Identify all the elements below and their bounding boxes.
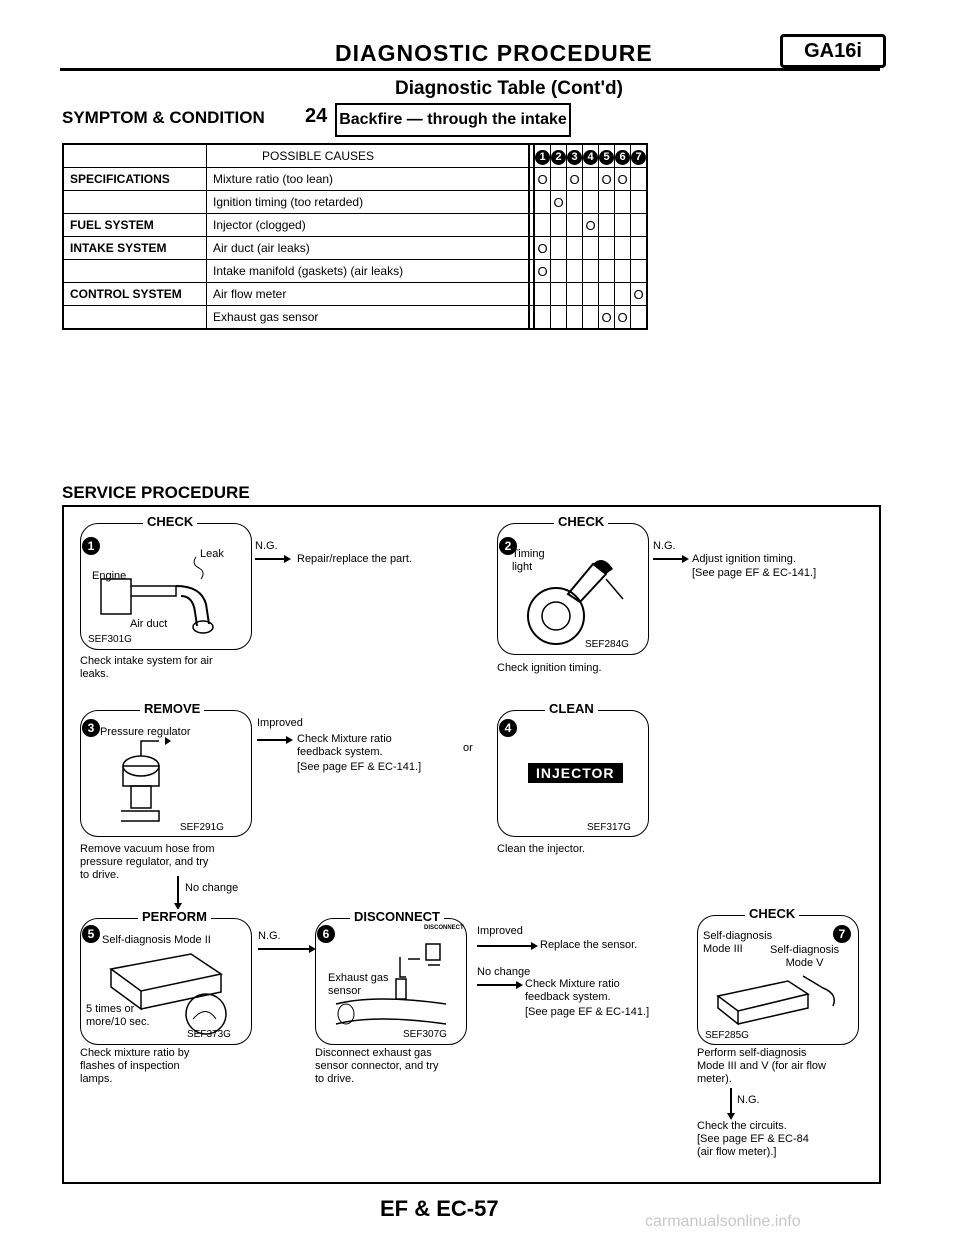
cause-mark	[567, 283, 583, 306]
watermark: carmanualsonline.info	[645, 1213, 801, 1230]
cause-mark	[567, 214, 583, 237]
cause-mark	[534, 283, 551, 306]
step5-figure-code: SEF373G	[187, 1029, 231, 1040]
step3-regulator-label: Pressure regulator	[100, 726, 191, 738]
step3-description: Remove vacuum hose from pressure regulator, and try to drive.	[80, 843, 215, 881]
step3-reference: [See page EF & EC-141.]	[297, 761, 422, 773]
cause-mark	[567, 260, 583, 283]
step-number-icon: 5	[599, 150, 614, 165]
cause-description: Ignition timing (too retarded)	[207, 191, 530, 214]
cause-mark	[551, 306, 567, 330]
cause-mark	[599, 283, 615, 306]
step3-number-icon: 3	[82, 719, 100, 737]
cause-mark	[583, 191, 599, 214]
cause-mark: O	[551, 191, 567, 214]
step6-sensor-label: Exhaust gas sensor	[328, 972, 389, 997]
step2-timing-label: Timing light	[512, 548, 545, 573]
cause-mark	[615, 237, 631, 260]
step-number-icon: 2	[551, 150, 566, 165]
cause-mark: O	[534, 260, 551, 283]
cause-description: Mixture ratio (too lean)	[207, 168, 530, 191]
step1-air-duct-label: Air duct	[130, 618, 168, 630]
cause-mark	[534, 191, 551, 214]
cause-mark	[599, 260, 615, 283]
possible-causes-header: POSSIBLE CAUSES	[207, 144, 530, 168]
step6-no-change-action: Check Mixture ratio feedback system.	[525, 978, 620, 1003]
cause-category	[63, 191, 207, 214]
cause-mark: O	[631, 283, 648, 306]
cause-mark	[631, 168, 648, 191]
step2-figure-code: SEF284G	[585, 639, 629, 650]
cause-mark	[631, 214, 648, 237]
injector-label: INJECTOR	[528, 763, 623, 783]
cause-mark	[631, 237, 648, 260]
step4-number-icon: 4	[499, 719, 517, 737]
arrow-right-icon	[255, 558, 285, 560]
arrow-right-icon	[477, 945, 532, 947]
cause-mark	[631, 260, 648, 283]
cause-category: INTAKE SYSTEM	[63, 237, 207, 260]
step2-description: Check ignition timing.	[497, 662, 602, 674]
step1-action: Repair/replace the part.	[297, 553, 412, 565]
step-number-icon: 4	[583, 150, 598, 165]
step1-leak-label: Leak	[200, 548, 224, 560]
cause-mark	[534, 306, 551, 330]
table-header-row	[63, 144, 647, 168]
cause-mark	[567, 237, 583, 260]
step5-result: N.G.	[258, 930, 281, 942]
cause-mark	[631, 191, 648, 214]
cause-mark	[583, 306, 599, 330]
step5-number-icon: 5	[82, 925, 100, 943]
symptom-label: SYMPTOM & CONDITION	[62, 108, 265, 127]
service-procedure-title: SERVICE PROCEDURE	[62, 483, 250, 502]
step5-description: Check mixture ratio by flashes of inspection lamps.	[80, 1047, 190, 1085]
step6-number-icon: 6	[317, 925, 335, 943]
step3-action: Check Mixture ratio feedback system.	[297, 733, 392, 758]
cause-mark	[583, 168, 599, 191]
cause-mark	[599, 214, 615, 237]
step7-figure-code: SEF285G	[705, 1030, 749, 1041]
step-number-icon: 7	[631, 150, 646, 165]
step1-result: N.G.	[255, 540, 278, 552]
symptom-description: Backfire — through the intake	[335, 103, 571, 137]
step2-action: Adjust ignition timing.	[692, 553, 796, 565]
step3-no-change: No change	[185, 882, 239, 894]
cause-mark	[534, 214, 551, 237]
step5-mode-label: Self-diagnosis Mode II	[102, 934, 211, 946]
step7-description: Perform self-diagnosis Mode III and V (for air flow meter).	[697, 1047, 826, 1085]
step1-engine-label: Engine	[92, 570, 127, 582]
step5-title: PERFORM	[138, 909, 211, 924]
cause-mark	[583, 237, 599, 260]
step4-figure-code: SEF317G	[587, 822, 631, 833]
step1-description: Check intake system for air leaks.	[80, 655, 213, 680]
cause-mark: O	[567, 168, 583, 191]
cause-mark: O	[615, 306, 631, 330]
cause-mark	[551, 260, 567, 283]
cause-mark	[551, 214, 567, 237]
table-row	[63, 237, 647, 260]
cause-description: Air flow meter	[207, 283, 530, 306]
cause-mark	[599, 237, 615, 260]
step7-result: N.G.	[737, 1094, 760, 1106]
step6-no-change: No change	[477, 966, 531, 978]
step1-figure-code: SEF301G	[88, 634, 132, 645]
cause-mark	[551, 168, 567, 191]
page-number: EF & EC-57	[380, 1196, 499, 1221]
step1-number-icon: 1	[82, 537, 100, 555]
arrow-down-icon	[730, 1088, 732, 1114]
step7-mode5-label: Self-diagnosis Mode V	[770, 944, 840, 969]
symptom-number: 24	[305, 105, 328, 127]
cause-mark	[615, 283, 631, 306]
step6-reference: [See page EF & EC-141.]	[525, 1006, 650, 1018]
cause-description: Exhaust gas sensor	[207, 306, 530, 330]
cause-mark	[551, 237, 567, 260]
cause-mark	[599, 191, 615, 214]
cause-description: Injector (clogged)	[207, 214, 530, 237]
step6-figure-code: SEF307G	[403, 1029, 447, 1040]
arrow-right-icon	[477, 984, 517, 986]
cause-mark: O	[583, 214, 599, 237]
arrow-right-icon	[653, 558, 683, 560]
step1-title: CHECK	[143, 514, 197, 529]
step3-figure-code: SEF291G	[180, 822, 224, 833]
cause-mark	[567, 306, 583, 330]
cause-mark	[615, 191, 631, 214]
table-row	[63, 191, 647, 214]
cause-category	[63, 306, 207, 330]
table-row	[63, 168, 647, 191]
cause-mark	[615, 260, 631, 283]
table-row	[63, 214, 647, 237]
timing-light-illustration	[498, 524, 648, 654]
arrow-down-icon	[177, 876, 179, 904]
cause-mark: O	[599, 168, 615, 191]
cause-mark: O	[534, 237, 551, 260]
cause-mark	[583, 260, 599, 283]
cause-description: Air duct (air leaks)	[207, 237, 530, 260]
cause-mark: O	[615, 168, 631, 191]
step3-title: REMOVE	[140, 701, 204, 716]
step6-improved: Improved	[477, 925, 523, 937]
header-rule	[60, 68, 880, 71]
step4-title: CLEAN	[545, 701, 598, 716]
step2-panel	[497, 523, 649, 655]
step6-improved-action: Replace the sensor.	[540, 939, 638, 951]
step2-reference: [See page EF & EC-141.]	[692, 567, 817, 579]
arrow-right-icon	[258, 948, 310, 950]
cause-mark	[583, 283, 599, 306]
arrow-right-icon	[257, 739, 287, 741]
engine-code-badge: GA16i	[780, 34, 886, 68]
cause-mark	[631, 306, 648, 330]
step2-number-icon: 2	[499, 537, 517, 555]
step4-description: Clean the injector.	[497, 843, 586, 855]
page-title: DIAGNOSTIC PROCEDURE	[335, 40, 653, 66]
or-label: or	[463, 742, 473, 754]
cause-mark	[615, 214, 631, 237]
step2-result: N.G.	[653, 540, 676, 552]
disconnect-tag: DISCONNECT	[424, 925, 464, 931]
cause-mark: O	[599, 306, 615, 330]
cause-category: CONTROL SYSTEM	[63, 283, 207, 306]
diagnostic-table	[62, 143, 648, 330]
step-number-icon: 1	[535, 150, 550, 165]
table-row	[63, 260, 647, 283]
table-row	[63, 306, 647, 330]
cause-category: FUEL SYSTEM	[63, 214, 207, 237]
step6-description: Disconnect exhaust gas sensor connector, and try to drive.	[315, 1047, 439, 1085]
table-row	[63, 283, 647, 306]
cause-mark	[567, 191, 583, 214]
step5-times-label: 5 times or more/10 sec.	[86, 1003, 150, 1028]
cause-description: Intake manifold (gaskets) (air leaks)	[207, 260, 530, 283]
step6-title: DISCONNECT	[350, 909, 444, 924]
cause-category	[63, 260, 207, 283]
section-subtitle: Diagnostic Table (Cont'd)	[395, 78, 623, 99]
step7-title: CHECK	[745, 906, 799, 921]
step3-result-improved: Improved	[257, 717, 303, 729]
step2-title: CHECK	[554, 514, 608, 529]
cause-mark: O	[534, 168, 551, 191]
step7-final-action: Check the circuits. [See page EF & EC-84 (air flow meter).]	[697, 1120, 809, 1158]
step7-number-icon: 7	[833, 925, 851, 943]
step-number-icon: 3	[567, 150, 582, 165]
cause-category: SPECIFICATIONS	[63, 168, 207, 191]
cause-mark	[551, 283, 567, 306]
step-number-icon: 6	[615, 150, 630, 165]
step7-mode3-label: Self-diagnosis Mode III	[703, 930, 773, 955]
